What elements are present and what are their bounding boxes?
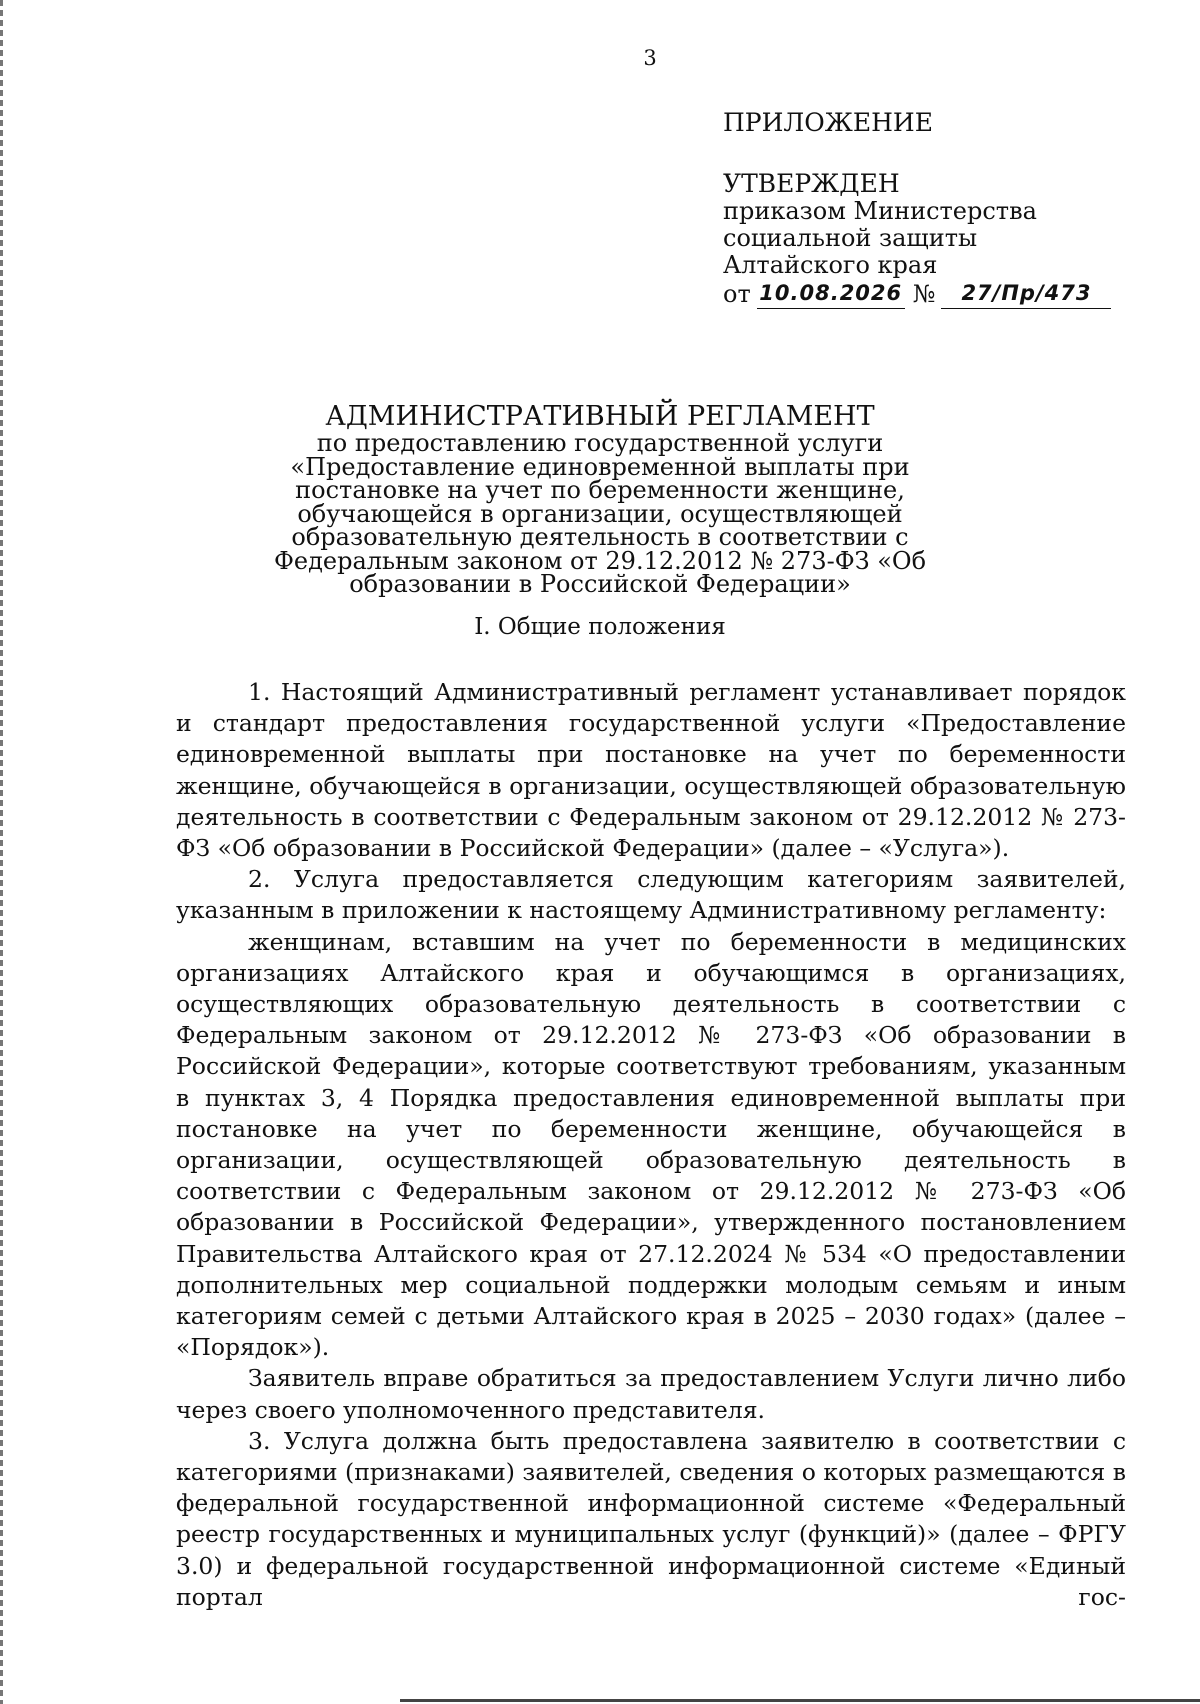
document-subtitle: по предоставлению государственной услуги «Предоставление единовременной выплаты при постановке на учет по беременности женщине, обучающейся в организации, осуществляющей образовательную деятельность в соответствии с Федеральным законом от 29.12.2012 № 273-ФЗ «Об образовании в Российской Федерации»	[273, 429, 927, 598]
approval-block	[723, 108, 1173, 309]
approval-line: Алтайского края	[723, 251, 938, 279]
handwritten-order-number: 27/Пр/473	[941, 279, 1111, 309]
paragraph-3: 3. Услуга должна быть предоставлена заявителю в соответствии с категориями (признаками) заявителей, сведения о которых размещаются в федеральной государственной информационной системе «Федеральный реестр государственных и муниципальных услуг (функций)» (далее – ФРГУ 3.0) и федеральной государственной информационной системе «Единый портал гос-	[176, 1426, 1126, 1611]
paragraph-representative: Заявитель вправе обратиться за предоставлением Услуги лично либо через своего уполномоченного представителя.	[176, 1364, 1126, 1424]
page-number: 3	[643, 46, 657, 70]
handwritten-date: 10.08.2026	[757, 279, 905, 309]
scan-left-edge	[0, 0, 3, 1704]
approved-label: УТВЕРЖДЕН	[723, 169, 900, 198]
number-label: №	[912, 280, 936, 308]
scan-bottom-edge	[400, 1699, 1200, 1702]
paragraph-1: 1. Настоящий Административный регламент устанавливает порядок и стандарт предоставления государственной услуги «Предоставление единовременной выплаты при постановке на учет по беременности женщине, обучающейся в организации, осуществляющей образовательную деятельность в соответствии с Федеральным законом от 29.12.2012 № 273-ФЗ «Об образовании в Российской Федерации» (далее – «Услуга»).	[176, 678, 1126, 863]
section-heading: I. Общие положения	[474, 614, 726, 640]
document-body	[176, 677, 1126, 1613]
approval-line: приказом Министерства	[723, 197, 1037, 225]
paragraph-2-applicants: женщинам, вставшим на учет по беременности в медицинских организациях Алтайского края и обучающимся в организациях, осуществляющих образовательную деятельность в соответствии с Федеральным законом от 29.12.2012 № 273-ФЗ «Об образовании в Российской Федерации», которые соответствуют требованиям, указанным в пунктах 3, 4 Порядка предоставления единовременной выплаты при постановке на учет по беременности женщине, обучающейся в организации, осуществляющей образовательную деятельность в соответствии с Федеральным законом от 29.12.2012 № 273-ФЗ «Об образовании в Российской Федерации», утвержденного постановлением Правительства Алтайского края от 27.12.2024 № 534 «О предоставлении дополнительных мер социальной поддержки молодым семьям и иным категориям семей с детьми Алтайского края в 2025 – 2030 годах» (далее – «Порядок»).	[176, 927, 1126, 1362]
document-title: АДМИНИСТРАТИВНЫЙ РЕГЛАМЕНТ	[325, 401, 875, 432]
paragraph-2: 2. Услуга предоставляется следующим категориям заявителей, указанным в приложении к настоящему Административному регламенту:	[176, 865, 1126, 925]
from-label: от	[723, 280, 751, 308]
order-reference	[723, 279, 1173, 309]
regulation-title-block	[240, 402, 960, 597]
approval-line: социальной защиты	[723, 224, 978, 252]
appendix-label: ПРИЛОЖЕНИЕ	[723, 108, 933, 137]
